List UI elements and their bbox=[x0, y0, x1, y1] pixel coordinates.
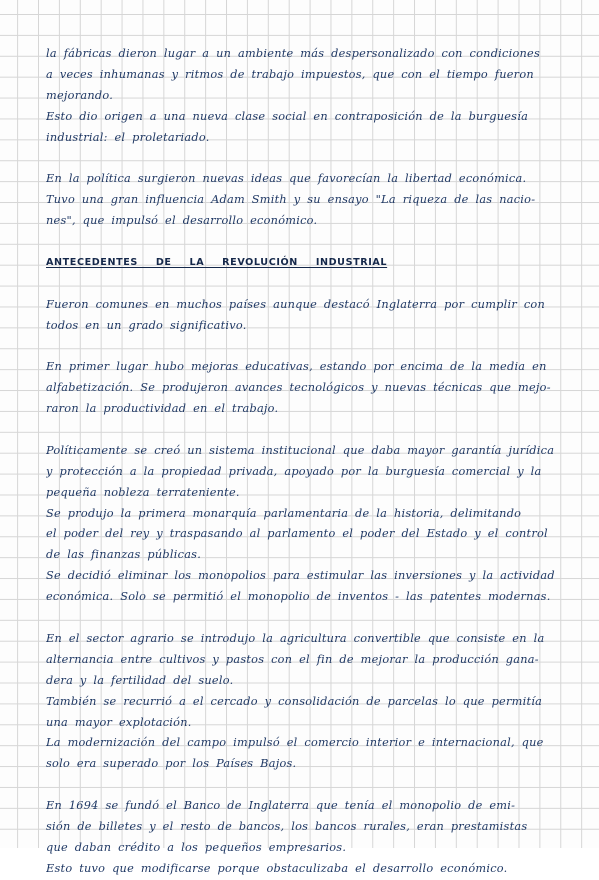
blank-line bbox=[46, 232, 566, 253]
note-line: Fueron comunes en muchos países aunque destacó Inglaterra por cumplir con bbox=[46, 297, 546, 311]
note-line: Esto tuvo que modificarse porque obstaculizaba el desarrollo económico. bbox=[46, 861, 508, 875]
note-line: la fábricas dieron lugar a un ambiente más despersonalizado con condiciones bbox=[46, 47, 541, 60]
note-line: La modernización del campo impulsó el comercio interior e internacional, que bbox=[46, 736, 544, 750]
note-line: En la política surgieron nuevas ideas que favorecían la libertad económica. bbox=[46, 172, 527, 186]
note-line: alfabetización. Se produjeron avances tecnológicos y nuevas técnicas que mejo- bbox=[46, 381, 551, 395]
note-line: dera y la fertilidad del suelo. bbox=[46, 673, 234, 687]
paragraph-bank bbox=[46, 796, 566, 880]
note-line: una mayor explotación. bbox=[46, 715, 192, 729]
note-line: Tuvo una gran influencia Adam Smith y su ensayo "La riqueza de las nacio- bbox=[46, 193, 536, 207]
handwritten-notes bbox=[46, 44, 566, 880]
note-line: En primer lugar hubo mejoras educativas, estando por encima de la media en bbox=[46, 360, 547, 374]
blank-line bbox=[46, 274, 566, 295]
note-line: económica. Solo se permitió el monopolio de inventos - las patentes modernas. bbox=[46, 590, 551, 604]
note-line: Se decidió eliminar los monopolios para estimular las inversiones y la actividad bbox=[46, 569, 555, 583]
blank-line bbox=[46, 420, 566, 441]
paragraph-politics bbox=[46, 169, 566, 232]
section-heading-text: ANTECEDENTES DE LA REVOLUCIÓN INDUSTRIAL bbox=[46, 256, 388, 268]
paragraph-political-system bbox=[46, 441, 566, 608]
note-line: En 1694 se fundó el Banco de Inglaterra que tenía el monopolio de emi- bbox=[46, 799, 516, 813]
note-line: solo era superado por los Países Bajos. bbox=[46, 757, 297, 771]
section-heading bbox=[46, 253, 566, 274]
blank-line bbox=[46, 608, 566, 629]
note-line: el poder del rey y traspasando al parlamento el poder del Estado y el control bbox=[46, 527, 548, 541]
paragraph-factories bbox=[46, 44, 566, 148]
note-line: industrial: el proletariado. bbox=[46, 130, 210, 144]
note-line: También se recurrió a el cercado y consolidación de parcelas lo que permitía bbox=[46, 694, 543, 708]
note-line: todos en un grado significativo. bbox=[46, 318, 247, 332]
blank-line bbox=[46, 336, 566, 357]
blank-line bbox=[46, 148, 566, 169]
note-line: En el sector agrario se introdujo la agricultura convertible que consiste en la bbox=[46, 631, 545, 645]
note-line: alternancia entre cultivos y pastos con el fin de mejorar la producción gana- bbox=[46, 652, 539, 666]
note-line: Políticamente se creó un sistema institucional que daba mayor garantía jurídica bbox=[46, 443, 555, 457]
paragraph-agriculture bbox=[46, 629, 566, 775]
note-line: y protección a la propiedad privada, apoyado por la burguesía comercial y la bbox=[46, 464, 542, 478]
paragraph-countries bbox=[46, 295, 566, 337]
note-line: que daban crédito a los pequeños empresarios. bbox=[46, 840, 347, 854]
note-line: Se produjo la primera monarquía parlamentaria de la historia, delimitando bbox=[46, 506, 522, 520]
note-line: a veces inhumanas y ritmos de trabajo impuestos, que con el tiempo fueron bbox=[46, 67, 534, 81]
paragraph-education bbox=[46, 357, 566, 420]
note-line: de las finanzas públicas. bbox=[46, 548, 202, 562]
note-line: raron la productividad en el trabajo. bbox=[46, 402, 279, 416]
note-line: mejorando. bbox=[46, 88, 114, 102]
note-line: sión de billetes y el resto de bancos, los bancos rurales, eran prestamistas bbox=[46, 819, 528, 833]
blank-line bbox=[46, 775, 566, 796]
note-line: nes", que impulsó el desarrollo económico. bbox=[46, 214, 318, 228]
note-line: pequeña nobleza terrateniente. bbox=[46, 485, 240, 499]
note-line: Esto dio origen a una nueva clase social en contraposición de la burguesía bbox=[46, 109, 529, 123]
